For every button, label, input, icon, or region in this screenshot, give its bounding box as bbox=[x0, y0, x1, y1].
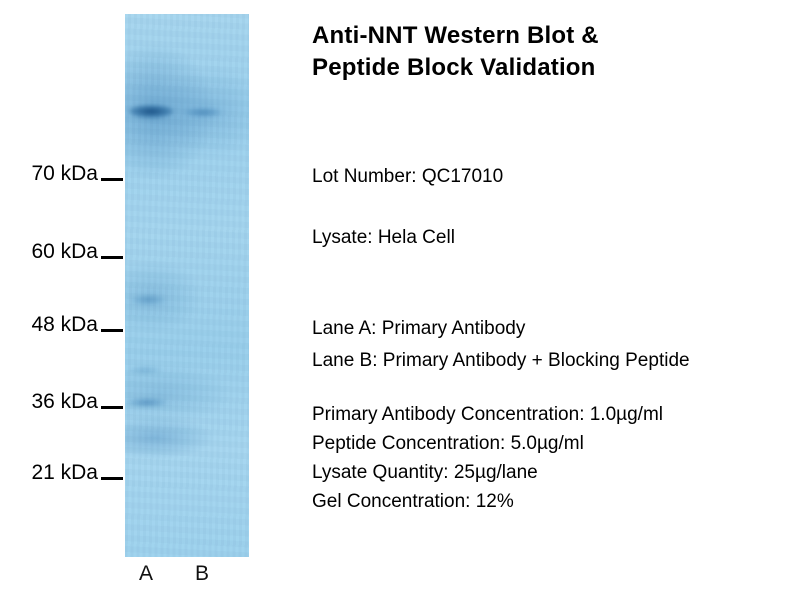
band-lane-a-lower bbox=[127, 398, 167, 407]
marker-60kda bbox=[0, 240, 123, 264]
page-title-line1: Anti-NNT Western Blot & bbox=[312, 22, 599, 49]
molecular-weight-markers bbox=[0, 0, 125, 600]
marker-tick-icon bbox=[101, 256, 123, 259]
band-lane-b-primary bbox=[185, 108, 221, 117]
marker-60kda-label: 60 kDa bbox=[31, 240, 98, 263]
lane-a-label: A bbox=[139, 562, 154, 585]
lane-b-description: Lane B: Primary Antibody + Blocking Peptide bbox=[312, 350, 690, 371]
marker-21kda-label: 21 kDa bbox=[31, 461, 98, 484]
page-title-line2: Peptide Block Validation bbox=[312, 54, 596, 82]
primary-antibody-concentration: Primary Antibody Concentration: 1.0µg/ml bbox=[312, 404, 663, 425]
band-lane-a-faint bbox=[129, 366, 161, 374]
info-panel bbox=[312, 0, 800, 600]
membrane-background bbox=[125, 14, 249, 557]
marker-21kda bbox=[0, 461, 123, 485]
peptide-concentration: Peptide Concentration: 5.0µg/ml bbox=[312, 433, 584, 454]
marker-36kda bbox=[0, 390, 123, 414]
marker-48kda bbox=[0, 313, 123, 337]
marker-tick-icon bbox=[101, 178, 123, 181]
marker-70kda bbox=[0, 162, 123, 186]
blot-membrane-image bbox=[125, 14, 249, 557]
lot-number-text: Lot Number: QC17010 bbox=[312, 166, 504, 187]
lane-b-label: B bbox=[195, 562, 210, 585]
lane-labels bbox=[125, 562, 249, 590]
marker-36kda-label: 36 kDa bbox=[31, 390, 98, 413]
lysate-quantity: Lysate Quantity: 25µg/lane bbox=[312, 462, 538, 483]
lysate-text: Lysate: Hela Cell bbox=[312, 227, 455, 248]
marker-tick-icon bbox=[101, 406, 123, 409]
marker-tick-icon bbox=[101, 329, 123, 332]
gel-concentration: Gel Concentration: 12% bbox=[312, 491, 514, 512]
band-lane-a-primary bbox=[129, 105, 173, 118]
marker-tick-icon bbox=[101, 477, 123, 480]
band-lane-a-secondary bbox=[131, 295, 165, 305]
marker-48kda-label: 48 kDa bbox=[31, 313, 98, 336]
lane-a-description: Lane A: Primary Antibody bbox=[312, 318, 526, 339]
page-title bbox=[312, 20, 782, 85]
marker-70kda-label: 70 kDa bbox=[31, 162, 98, 185]
